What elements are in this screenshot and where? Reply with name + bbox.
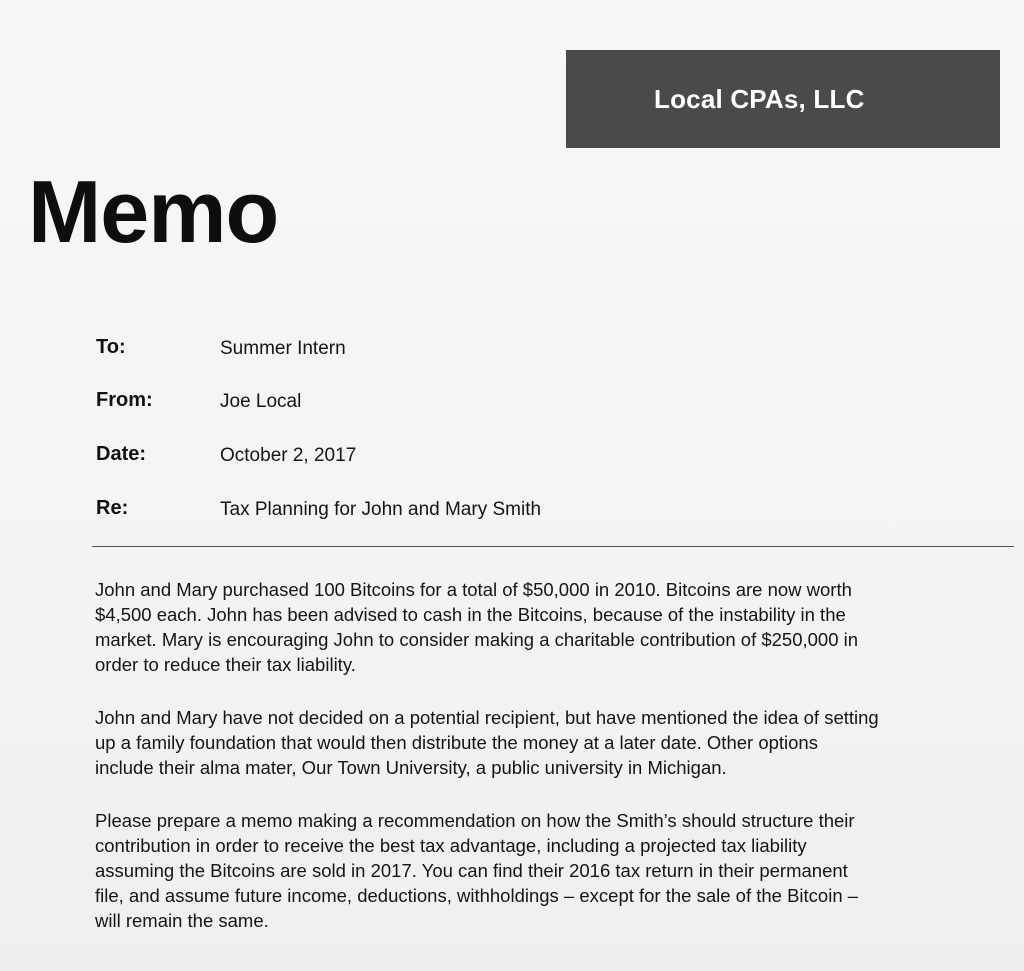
paragraph-line: file, and assume future income, deductions, withholdings – except for the sale of the Bitcoin – [95,885,859,906]
paragraph-line: up a family foundation that would then distribute the money at a later date. Other options [95,732,818,753]
header-label-to: To: [96,336,126,358]
header-field-date [96,443,996,471]
paragraph-line: Please prepare a memo making a recommendation on how the Smith’s should structure their [95,810,855,831]
memo-title: Memo [28,162,279,261]
header-label-re: Re: [96,497,129,519]
paragraph-line: contribution in order to receive the best tax advantage, including a projected tax liability [95,835,807,856]
paragraph-line: assuming the Bitcoins are sold in 2017. You can find their 2016 tax return in their permanent [95,860,848,881]
header-field-from [96,389,996,417]
header-value-re: Tax Planning for John and Mary Smith [220,499,542,520]
paragraph-line: John and Mary have not decided on a potential recipient, but have mentioned the idea of setting [95,707,879,728]
paragraph-line: order to reduce their tax liability. [95,654,356,675]
header-value-from: Joe Local [220,391,302,412]
paragraph-line: John and Mary purchased 100 Bitcoins for a total of $50,000 in 2010. Bitcoins are now worth [95,579,852,600]
paragraph-line: $4,500 each. John has been advised to cash in the Bitcoins, because of the instability in the [95,604,846,625]
body-paragraph-3 [95,808,1015,933]
header-label-from: From: [96,389,153,411]
paragraph-line: will remain the same. [95,910,269,931]
body-paragraph-1 [95,577,1015,677]
header-field-to [96,336,996,364]
header-label-date: Date: [96,443,147,465]
paragraph-line: market. Mary is encouraging John to consider making a charitable contribution of $250,000 in [95,629,859,650]
header-divider [92,546,1014,547]
company-banner [566,50,1000,148]
header-field-re [96,497,996,525]
paragraph-line: include their alma mater, Our Town University, a public university in Michigan. [95,757,727,778]
header-value-date: October 2, 2017 [220,445,357,466]
body-paragraph-2 [95,705,1015,780]
company-name: Local CPAs, LLC [654,84,865,114]
header-value-to: Summer Intern [220,338,346,359]
